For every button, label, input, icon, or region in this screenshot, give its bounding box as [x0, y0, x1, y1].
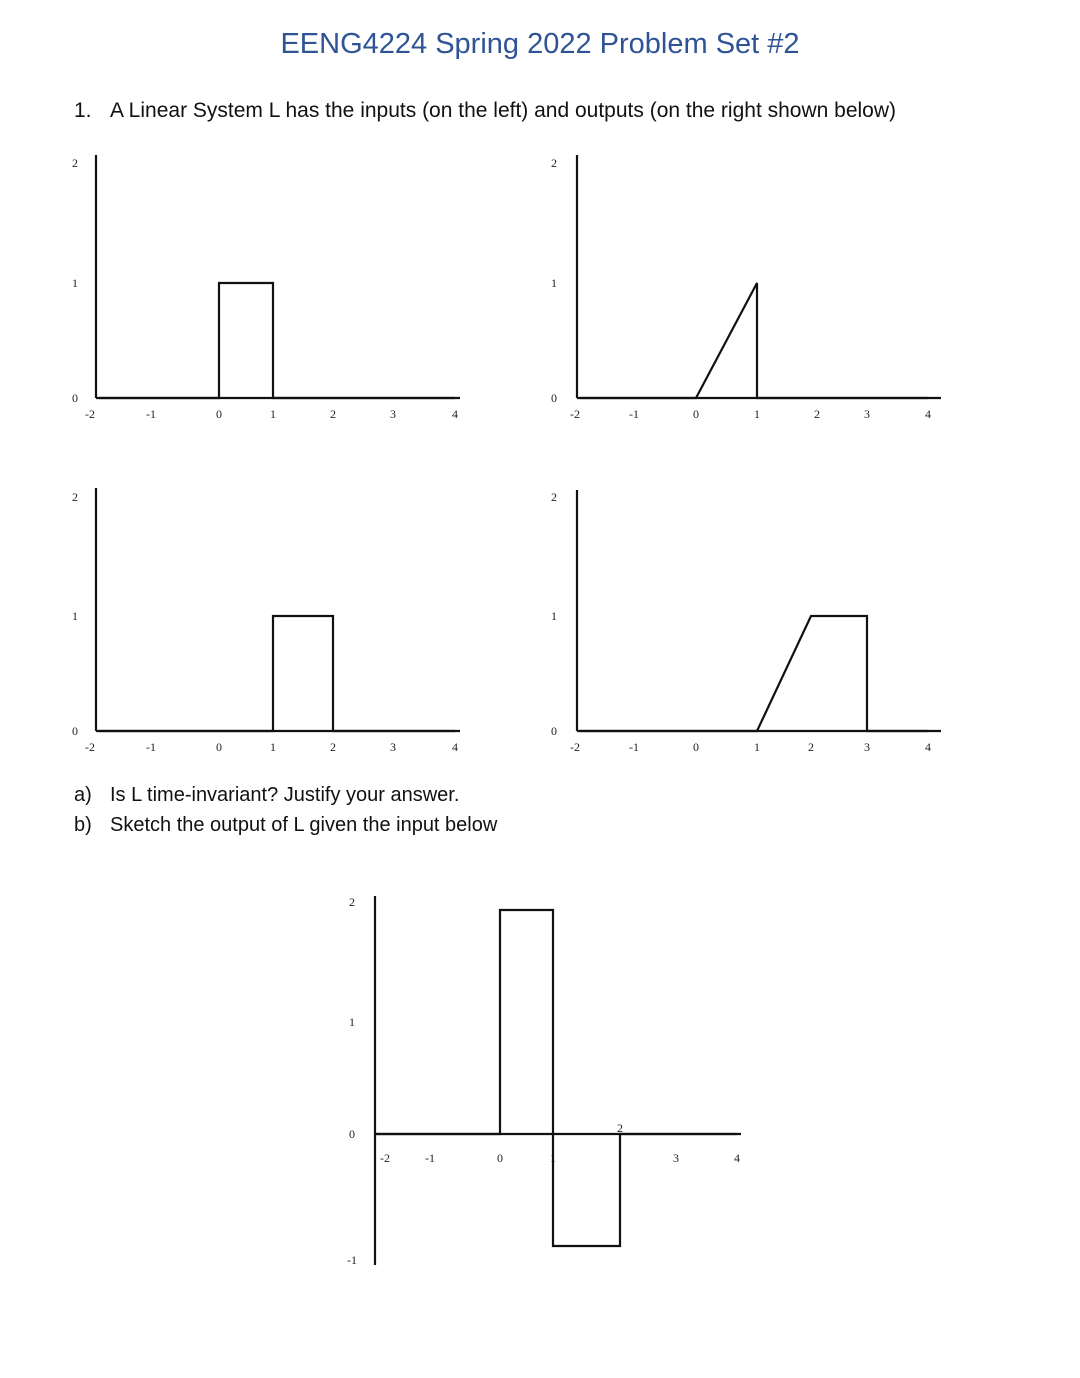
x-tick-label: 4 [734, 1151, 740, 1165]
x-tick-label: 4 [925, 407, 931, 421]
x-tick-label: 0 [497, 1151, 503, 1165]
x-tick-label: 3 [864, 740, 870, 754]
y-tick-label: 0 [551, 724, 557, 738]
x-tick-label: 4 [452, 407, 458, 421]
y-tick-label: -1 [347, 1253, 357, 1267]
x-tick-label: 2 [814, 407, 820, 421]
x-tick-label: 4 [452, 740, 458, 754]
signal-trace [99, 616, 455, 731]
plot-input-1 [72, 155, 460, 421]
x-tick-label: 0 [216, 407, 222, 421]
y-tick-label: 2 [349, 895, 355, 909]
x-tick-label: -1 [425, 1151, 435, 1165]
x-tick-label: -2 [380, 1151, 390, 1165]
x-tick-label: 1 [270, 407, 276, 421]
question-text: Sketch the output of L given the input below [110, 814, 498, 836]
y-tick-label: 2 [72, 490, 78, 504]
y-tick-label: 2 [72, 156, 78, 170]
x-tick-label: 1 [754, 407, 760, 421]
y-tick-label: 1 [551, 609, 557, 623]
question-label: b) [74, 814, 92, 836]
x-tick-label: -1 [146, 407, 156, 421]
plot-input-3 [347, 895, 741, 1267]
y-tick-label: 0 [349, 1127, 355, 1141]
question-text: Is L time-invariant? Justify your answer. [110, 784, 460, 806]
signal-trace [99, 283, 455, 398]
signal-trace [580, 616, 928, 731]
y-tick-label: 0 [551, 391, 557, 405]
x-tick-label: 3 [390, 407, 396, 421]
x-tick-label: -2 [570, 407, 580, 421]
x-tick-label: 0 [693, 407, 699, 421]
x-tick-label: -2 [85, 407, 95, 421]
x-tick-label: 3 [390, 740, 396, 754]
x-tick-label: 2 [808, 740, 814, 754]
x-tick-label: 3 [864, 407, 870, 421]
y-tick-label: 0 [72, 391, 78, 405]
x-tick-label: 3 [673, 1151, 679, 1165]
x-tick-label: -1 [146, 740, 156, 754]
y-tick-label: 2 [551, 156, 557, 170]
x-tick-label: -2 [85, 740, 95, 754]
x-tick-label: 2 [330, 407, 336, 421]
x-tick-label: 4 [925, 740, 931, 754]
y-tick-label: 0 [72, 724, 78, 738]
plot-output-1 [551, 155, 941, 421]
x-tick-label: -1 [629, 740, 639, 754]
page-title: EENG4224 Spring 2022 Problem Set #2 [280, 28, 800, 60]
x-tick-label: 0 [216, 740, 222, 754]
plot-input-2 [72, 488, 460, 754]
problem-number: 1. [74, 99, 92, 122]
y-tick-label: 1 [551, 276, 557, 290]
question-label: a) [74, 784, 92, 806]
x-tick-label: 1 [270, 740, 276, 754]
y-tick-label: 1 [349, 1015, 355, 1029]
x-tick-label: 1 [754, 740, 760, 754]
signal-trace [580, 283, 928, 398]
plot-output-2 [551, 490, 941, 754]
x-tick-label: 2 [330, 740, 336, 754]
x-tick-label: 2 [617, 1121, 623, 1135]
x-tick-label: 1 [550, 1151, 556, 1165]
x-tick-label: -1 [629, 407, 639, 421]
y-tick-label: 2 [551, 490, 557, 504]
problem-text: A Linear System L has the inputs (on the left) and outputs (on the right shown below) [110, 99, 897, 122]
x-tick-label: -2 [570, 740, 580, 754]
y-tick-label: 1 [72, 609, 78, 623]
signal-trace [375, 910, 737, 1246]
x-tick-label: 0 [693, 740, 699, 754]
y-tick-label: 1 [72, 276, 78, 290]
